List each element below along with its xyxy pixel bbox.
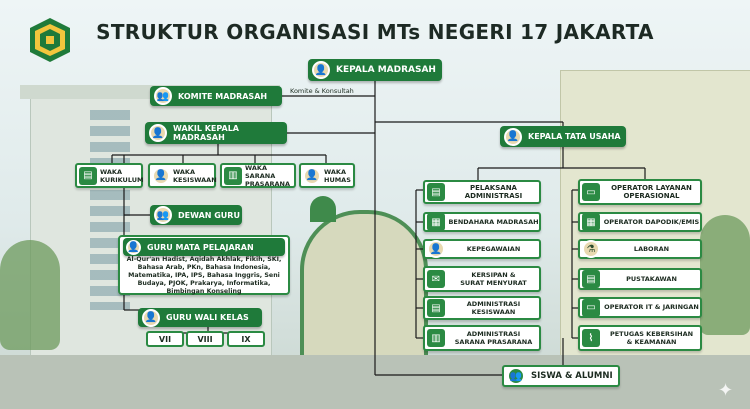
wakil-kepala-label: WAKIL KEPALA MADRASAH bbox=[173, 124, 239, 142]
teacher-icon: 👤 bbox=[142, 309, 160, 327]
guru-wali-kelas-box bbox=[138, 308, 262, 327]
folder-icon: ▤ bbox=[427, 299, 445, 317]
kersipan-box bbox=[423, 266, 541, 292]
book-icon: ▤ bbox=[79, 167, 97, 185]
laboran-box bbox=[578, 239, 702, 259]
dewan-guru-box bbox=[150, 205, 242, 225]
building-icon: ▥ bbox=[224, 167, 242, 185]
laboran-label: LABORAN bbox=[633, 244, 670, 253]
mail-icon: ✉ bbox=[427, 270, 445, 288]
petugas-kebersihan-label: PETUGAS KEBERSIHAN & KEAMANAN bbox=[609, 330, 694, 346]
operator-it-box bbox=[578, 297, 702, 318]
guru-mapel-label: GURU MATA PELAJARAN bbox=[147, 242, 254, 252]
waka-sarana-label: WAKA SARANA PRASARANA bbox=[245, 163, 291, 188]
database-icon: ▦ bbox=[582, 213, 600, 231]
komite-note: Komite & Konsultah bbox=[290, 87, 354, 95]
kepegawaian-label: KEPEGAWAIAN bbox=[466, 244, 521, 253]
komite-madrasah-label: KOMITE MADRASAH bbox=[178, 91, 268, 101]
pelaksana-administrasi-box bbox=[423, 180, 541, 204]
person-icon: 👤 bbox=[427, 240, 445, 258]
komite-madrasah-box bbox=[150, 86, 282, 106]
guru-mapel-header bbox=[123, 238, 285, 256]
students-icon: 👥 bbox=[507, 367, 525, 385]
subject-list: Al-Qur'an Hadist, Aqidah Akhlak, Fikih, SKI, Bahasa Arab, PKn, Bahasa Indonesia, Matematika, IPA, IPS, Bahasa Inggris, Seni Budaya, PJOK, Prakarya, Informatika, Bimbingan Konseling bbox=[126, 256, 282, 295]
siswa-alumni-label: SISWA & ALUMNI bbox=[531, 370, 613, 381]
broom-icon: ⌇ bbox=[582, 329, 600, 347]
pustakawan-label: PUSTAKAWAN bbox=[626, 274, 677, 283]
sparkle-icon: ✦ bbox=[718, 380, 734, 401]
bendahara-label: BENDAHARA MADRASAH bbox=[448, 217, 539, 226]
operator-layanan-label: OPERATOR LAYANAN OPERASIONAL bbox=[611, 184, 692, 200]
siswa-alumni-box bbox=[502, 365, 620, 387]
kepala-tata-usaha-box bbox=[500, 126, 626, 147]
administrasi-sarana-label: ADMINISTRASI SARANA PRASARANA bbox=[454, 330, 533, 346]
waka-kurikulum-label: WAKA KURIKULUM bbox=[100, 167, 144, 184]
petugas-kebersihan-box bbox=[578, 325, 702, 351]
operator-layanan-box bbox=[578, 179, 702, 205]
dewan-guru-label: DEWAN GURU bbox=[178, 210, 240, 220]
person-icon: 👤 bbox=[149, 124, 167, 142]
kepala-tata-usaha-label: KEPALA TATA USAHA bbox=[528, 132, 621, 141]
person-icon: 👤 bbox=[504, 128, 522, 146]
operator-dapodik-box bbox=[578, 212, 702, 232]
pelaksana-administrasi-label: PELAKSANA ADMINISTRASI bbox=[464, 184, 523, 200]
document-icon: ▤ bbox=[427, 183, 445, 201]
teacher-icon: 👤 bbox=[127, 241, 140, 253]
waka-sarana-box bbox=[220, 163, 296, 188]
administrasi-sarana-box bbox=[423, 325, 541, 351]
class-vii: VII bbox=[146, 331, 184, 347]
microscope-icon: ⚗ bbox=[582, 240, 600, 258]
book-icon: ▤ bbox=[582, 270, 600, 288]
kersipan-label: KERSIPAN & SURAT MENYURAT bbox=[460, 271, 527, 287]
waka-kurikulum-box bbox=[75, 163, 143, 188]
building-icon: ▥ bbox=[427, 329, 445, 347]
group-icon: 👥 bbox=[154, 87, 172, 105]
waka-kesiswaan-label: WAKA KESISWAAN bbox=[173, 167, 217, 184]
waka-humas-box bbox=[299, 163, 355, 188]
calculator-icon: ▦ bbox=[427, 213, 445, 231]
person-icon: 👤 bbox=[303, 167, 321, 185]
computer-icon: ▭ bbox=[582, 299, 600, 317]
kepala-madrasah-box bbox=[308, 59, 442, 81]
class-viii: VIII bbox=[186, 331, 224, 347]
pustakawan-box bbox=[578, 268, 702, 290]
monitor-icon: ▭ bbox=[582, 183, 600, 201]
page-title: STRUKTUR ORGANISASI MTs NEGERI 17 JAKARTA bbox=[96, 20, 654, 44]
group-icon: 👥 bbox=[154, 206, 172, 224]
kepegawaian-box bbox=[423, 239, 541, 259]
operator-dapodik-label: OPERATOR DAPODIK/EMIS bbox=[603, 217, 700, 226]
administrasi-kesiswaan-label: ADMINISTRASI KESISWAAN bbox=[466, 300, 521, 316]
wakil-kepala-box bbox=[145, 122, 287, 144]
student-icon: 👤 bbox=[152, 167, 170, 185]
bendahara-box bbox=[423, 212, 541, 232]
person-icon: 👤 bbox=[312, 61, 330, 79]
operator-it-label: OPERATOR IT & JARINGAN bbox=[604, 303, 699, 311]
guru-wali-kelas-label: GURU WALI KELAS bbox=[166, 313, 249, 322]
waka-humas-label: WAKA HUMAS bbox=[324, 167, 351, 184]
kepala-madrasah-label: KEPALA MADRASAH bbox=[336, 64, 436, 75]
class-ix: IX bbox=[227, 331, 265, 347]
administrasi-kesiswaan-box bbox=[423, 296, 541, 320]
waka-kesiswaan-box bbox=[148, 163, 216, 188]
